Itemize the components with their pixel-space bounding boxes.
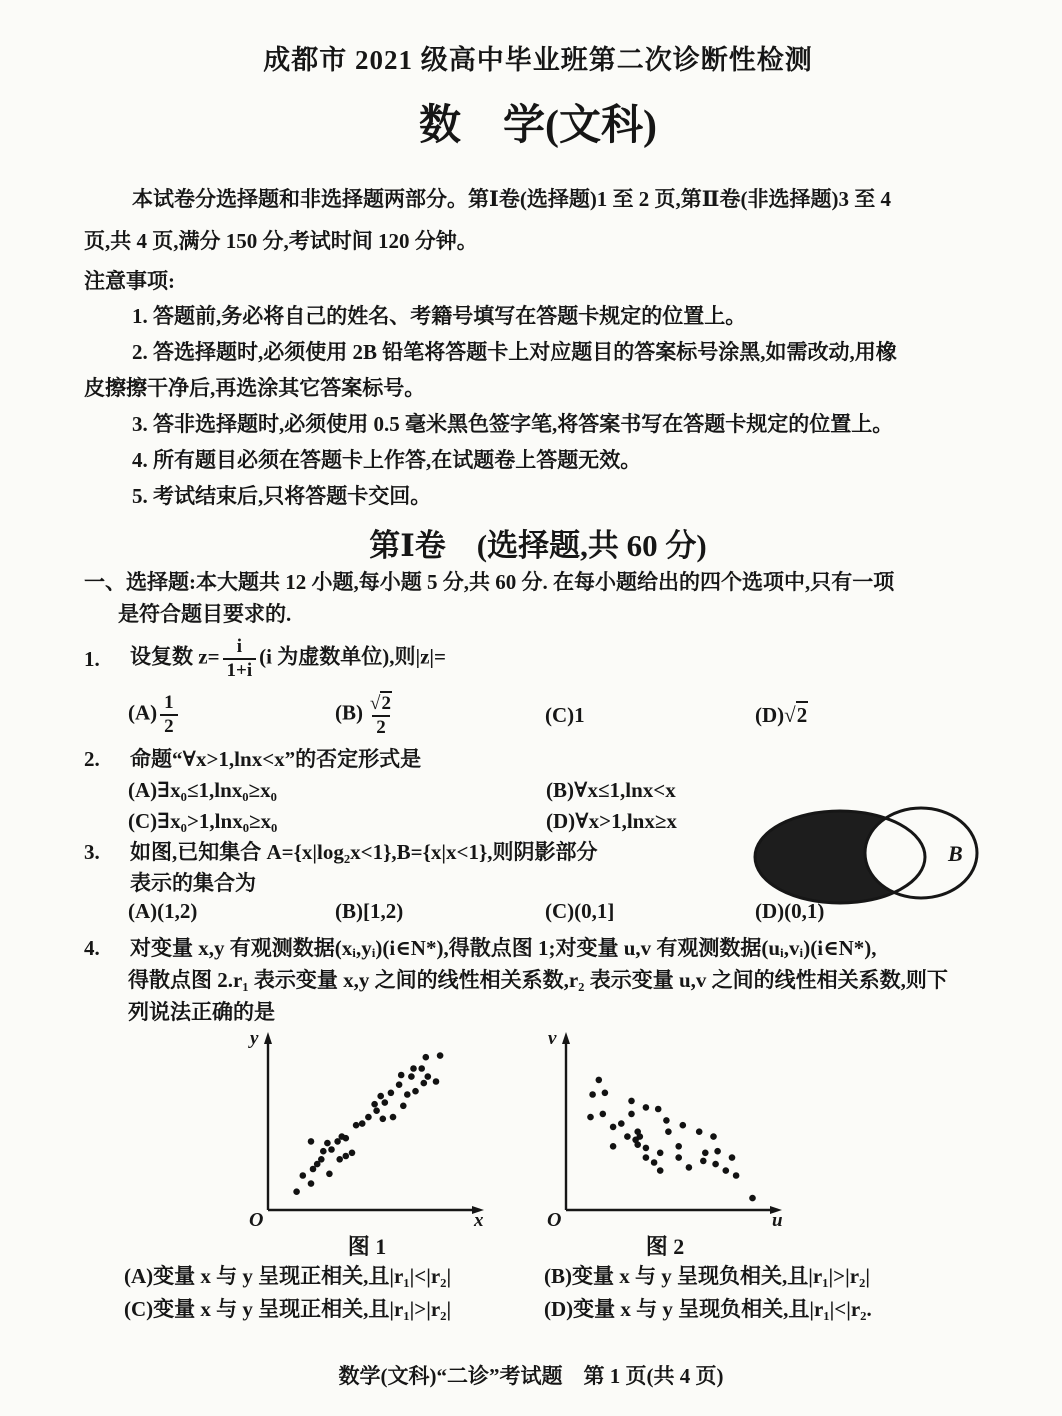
scatter-point <box>308 1138 315 1145</box>
scatter-point <box>388 1090 395 1097</box>
scatter-point <box>643 1104 650 1111</box>
scatter-point <box>686 1164 693 1171</box>
fig2-origin-label: O <box>547 1209 562 1228</box>
scatter-plot-1 <box>236 1028 498 1228</box>
scatter-point <box>610 1143 617 1150</box>
scatter-point <box>343 1135 350 1142</box>
scatter-point <box>651 1159 658 1166</box>
intro-line-2: 页,共 4 页,满分 150 分,考试时间 120 分钟。 <box>84 229 478 253</box>
q3-option-b: (B)[1,2) <box>335 899 404 923</box>
scatter-point <box>749 1195 756 1202</box>
scatter-point <box>723 1167 730 1174</box>
scatter-point <box>353 1122 360 1129</box>
set-b-label: B <box>948 841 963 866</box>
scatter-point <box>628 1098 635 1105</box>
choice-section-instructions <box>84 566 992 630</box>
question-1-stem <box>130 636 446 682</box>
q1-fraction: $\frac{i}{1+i}$ <box>223 636 257 682</box>
scatter-point <box>396 1081 403 1088</box>
scatter-point <box>675 1143 682 1150</box>
scatter-figure-1 <box>236 1028 498 1260</box>
q2-option-d: (D)∀x>1,lnx≥x <box>546 809 677 833</box>
scatter-point <box>587 1114 594 1121</box>
scatter-point <box>624 1133 631 1140</box>
fig1-origin-label: O <box>249 1209 264 1228</box>
question-3-number: 3. <box>84 840 100 864</box>
scatter-point <box>702 1150 709 1157</box>
scatter-point <box>328 1146 335 1153</box>
q1-option-a: (A) $\frac{1}{2}$ <box>128 692 335 738</box>
scatter-point <box>412 1088 419 1095</box>
notice-item-4: 4. 所有题目必须在答题卡上作答,在试题卷上答题无效。 <box>132 448 642 472</box>
scatter-point <box>343 1153 350 1160</box>
q1-option-d: (D)√2 <box>755 702 808 727</box>
exam-intro-paragraph <box>84 178 992 262</box>
scatter-figure-2 <box>534 1028 796 1260</box>
scatter-point <box>637 1133 644 1140</box>
fig2-y-axis-label: v <box>548 1028 557 1049</box>
q4-option-b: (B)变量 x 与 y 呈现负相关,且|r₁|>|r₂| <box>544 1264 870 1288</box>
question-4-stem-line-2: 得散点图 2.r₁ 表示变量 x,y 之间的线性相关系数,r₂ 表示变量 u,v 之间的线性相关系数,则下 <box>128 968 948 992</box>
scatter-point <box>657 1167 664 1174</box>
scatter-point <box>349 1150 356 1157</box>
question-4-number: 4. <box>84 936 100 960</box>
scatter-figures-row <box>236 1028 992 1260</box>
scatter-point <box>657 1150 664 1157</box>
notice-heading: 注意事项: <box>84 269 175 293</box>
scatter-point <box>643 1145 650 1152</box>
scatter-point <box>602 1090 609 1097</box>
scatter-point <box>596 1077 603 1084</box>
scatter-point <box>320 1148 327 1155</box>
scatter-point <box>324 1140 331 1147</box>
q1-option-b: (B) √ 2 2 <box>335 693 391 738</box>
scatter-point <box>404 1091 411 1098</box>
scatter-point <box>365 1114 372 1121</box>
q3-option-d: (D)(0,1) <box>755 899 825 923</box>
scatter-point <box>336 1156 343 1163</box>
scatter-point <box>308 1180 315 1187</box>
instruction-line-1: 一、选择题:本大题共 12 小题,每小题 5 分,共 60 分. 在每小题给出的四个选项中,只有一项 <box>84 570 895 594</box>
fig2-x-axis-label: u <box>772 1210 783 1228</box>
scatter-point <box>665 1128 672 1135</box>
notice-item-2-continued: 皮擦擦干净后,再选涂其它答案标号。 <box>84 376 426 400</box>
scatter-point <box>408 1073 415 1080</box>
q4-option-a: (A)变量 x 与 y 呈现正相关,且|r₁|<|r₂| <box>124 1264 452 1288</box>
y-axis-arrow <box>562 1032 570 1044</box>
scatter-point <box>318 1156 325 1163</box>
notice-item-5: 5. 考试结束后,只将答题卡交回。 <box>132 484 432 508</box>
q4-option-c: (C)变量 x 与 y 呈现正相关,且|r₁|>|r₂| <box>124 1297 452 1321</box>
scatter-point <box>398 1072 405 1079</box>
scatter-point <box>425 1073 432 1080</box>
scatter-point <box>663 1117 670 1124</box>
scatter-point <box>700 1158 707 1165</box>
question-1-options <box>128 688 992 742</box>
scatter-point <box>710 1133 717 1140</box>
scatter-point <box>359 1120 366 1127</box>
venn-diagram <box>744 796 1012 914</box>
scatter-point <box>390 1114 397 1121</box>
question-4-stem-line-3: 列说法正确的是 <box>128 1000 275 1024</box>
q1-stem-prefix: 设复数 z= <box>130 644 220 669</box>
question-1-number: 1. <box>84 646 100 671</box>
scatter-point <box>696 1128 703 1135</box>
scatter-point <box>293 1188 300 1195</box>
instruction-line-2: 是符合题目要求的. <box>118 602 292 626</box>
question-1 <box>84 630 992 742</box>
question-3-stem-line-2: 表示的集合为 <box>130 871 256 895</box>
fig1-y-axis-label: y <box>250 1028 259 1049</box>
q2-option-b: (B)∀x≤1,lnx<x <box>546 778 676 802</box>
scatter-point <box>634 1141 641 1148</box>
scatter-point <box>418 1065 425 1072</box>
figure-2-caption: 图 2 <box>645 1234 685 1259</box>
scatter-point <box>733 1172 740 1179</box>
scatter-point <box>373 1107 380 1114</box>
scatter-plot-2 <box>534 1028 796 1228</box>
q4-option-d: (D)变量 x 与 y 呈现负相关,且|r₁|<|r₂. <box>544 1297 872 1321</box>
scatter-point <box>610 1124 617 1131</box>
q1-option-c: (C)1 <box>545 702 585 727</box>
scatter-point <box>589 1091 596 1098</box>
question-2-stem: 命题“∀x>1,lnx<x”的否定形式是 <box>130 747 422 771</box>
question-4-options <box>124 1260 992 1326</box>
exam-subject-title: 数 学(文科) <box>419 103 657 149</box>
notice-item-2: 2. 答选择题时,必须使用 2B 铅笔将答题卡上对应题目的答案标号涂黑,如需改动,用橡 <box>132 340 897 364</box>
question-4 <box>84 932 992 1326</box>
scatter-point <box>729 1154 736 1161</box>
scatter-point <box>410 1065 417 1072</box>
scatter-point <box>433 1078 440 1085</box>
page-footer: 数学(文科)“二诊”考试题 第 1 页(共 4 页) <box>338 1364 724 1388</box>
scatter-point <box>300 1172 307 1179</box>
fig1-x-axis-label: x <box>474 1210 484 1228</box>
scatter-point <box>371 1101 378 1108</box>
q3-option-a: (A)(1,2) <box>128 899 198 923</box>
scatter-point <box>714 1148 721 1155</box>
scatter-point <box>380 1116 387 1123</box>
q1-stem-suffix: (i 为虚数单位),则|z|= <box>259 644 447 669</box>
q3-option-c: (C)(0,1] <box>545 899 615 923</box>
q2-option-a: (A)∃x₀≤1,lnx₀≥x₀ <box>128 778 277 802</box>
scatter-point <box>643 1154 650 1161</box>
scatter-point <box>680 1122 687 1129</box>
scatter-point <box>423 1054 430 1061</box>
scatter-point <box>655 1106 662 1113</box>
q2-option-c: (C)∃x₀>1,lnx₀≥x₀ <box>128 809 278 833</box>
question-4-stem-line-1: 对变量 x,y 有观测数据(xᵢ,yᵢ)(i∈N*),得散点图 1;对变量 u,v 有观测数据(uᵢ,vᵢ)(i∈N*), <box>130 936 877 960</box>
figure-1-caption: 图 1 <box>347 1234 387 1259</box>
notice-item-1: 1. 答题前,务必将自己的姓名、考籍号填写在答题卡规定的位置上。 <box>132 304 747 328</box>
scatter-point <box>382 1099 389 1106</box>
scatter-point <box>377 1093 384 1100</box>
intro-line-1: 本试卷分选择题和非选择题两部分。第Ⅰ卷(选择题)1 至 2 页,第Ⅱ卷(非选择题)3 至 4 <box>132 187 891 211</box>
notice-list <box>84 298 992 514</box>
scatter-point <box>437 1052 444 1059</box>
scatter-point <box>628 1111 635 1118</box>
scatter-point <box>326 1171 333 1178</box>
scatter-point <box>421 1080 428 1087</box>
scatter-point <box>675 1154 682 1161</box>
question-2-number: 2. <box>84 747 100 771</box>
section-1-heading: 第Ⅰ卷 (选择题,共 60 分) <box>369 528 707 563</box>
scatter-point <box>400 1103 407 1110</box>
scatter-point <box>600 1111 607 1118</box>
question-3-stem-line-1: 如图,已知集合 A={x|log₂x<1},B={x|x<1},则阴影部分 <box>130 840 598 864</box>
y-axis-arrow <box>264 1032 272 1044</box>
notice-item-3: 3. 答非选择题时,必须使用 0.5 毫米黑色签字笔,将答案书写在答题卡规定的位置上。 <box>132 412 894 436</box>
scatter-point <box>618 1120 625 1127</box>
scatter-point <box>712 1161 719 1168</box>
exam-title: 成都市 2021 级高中毕业班第二次诊断性检测 <box>263 45 813 75</box>
